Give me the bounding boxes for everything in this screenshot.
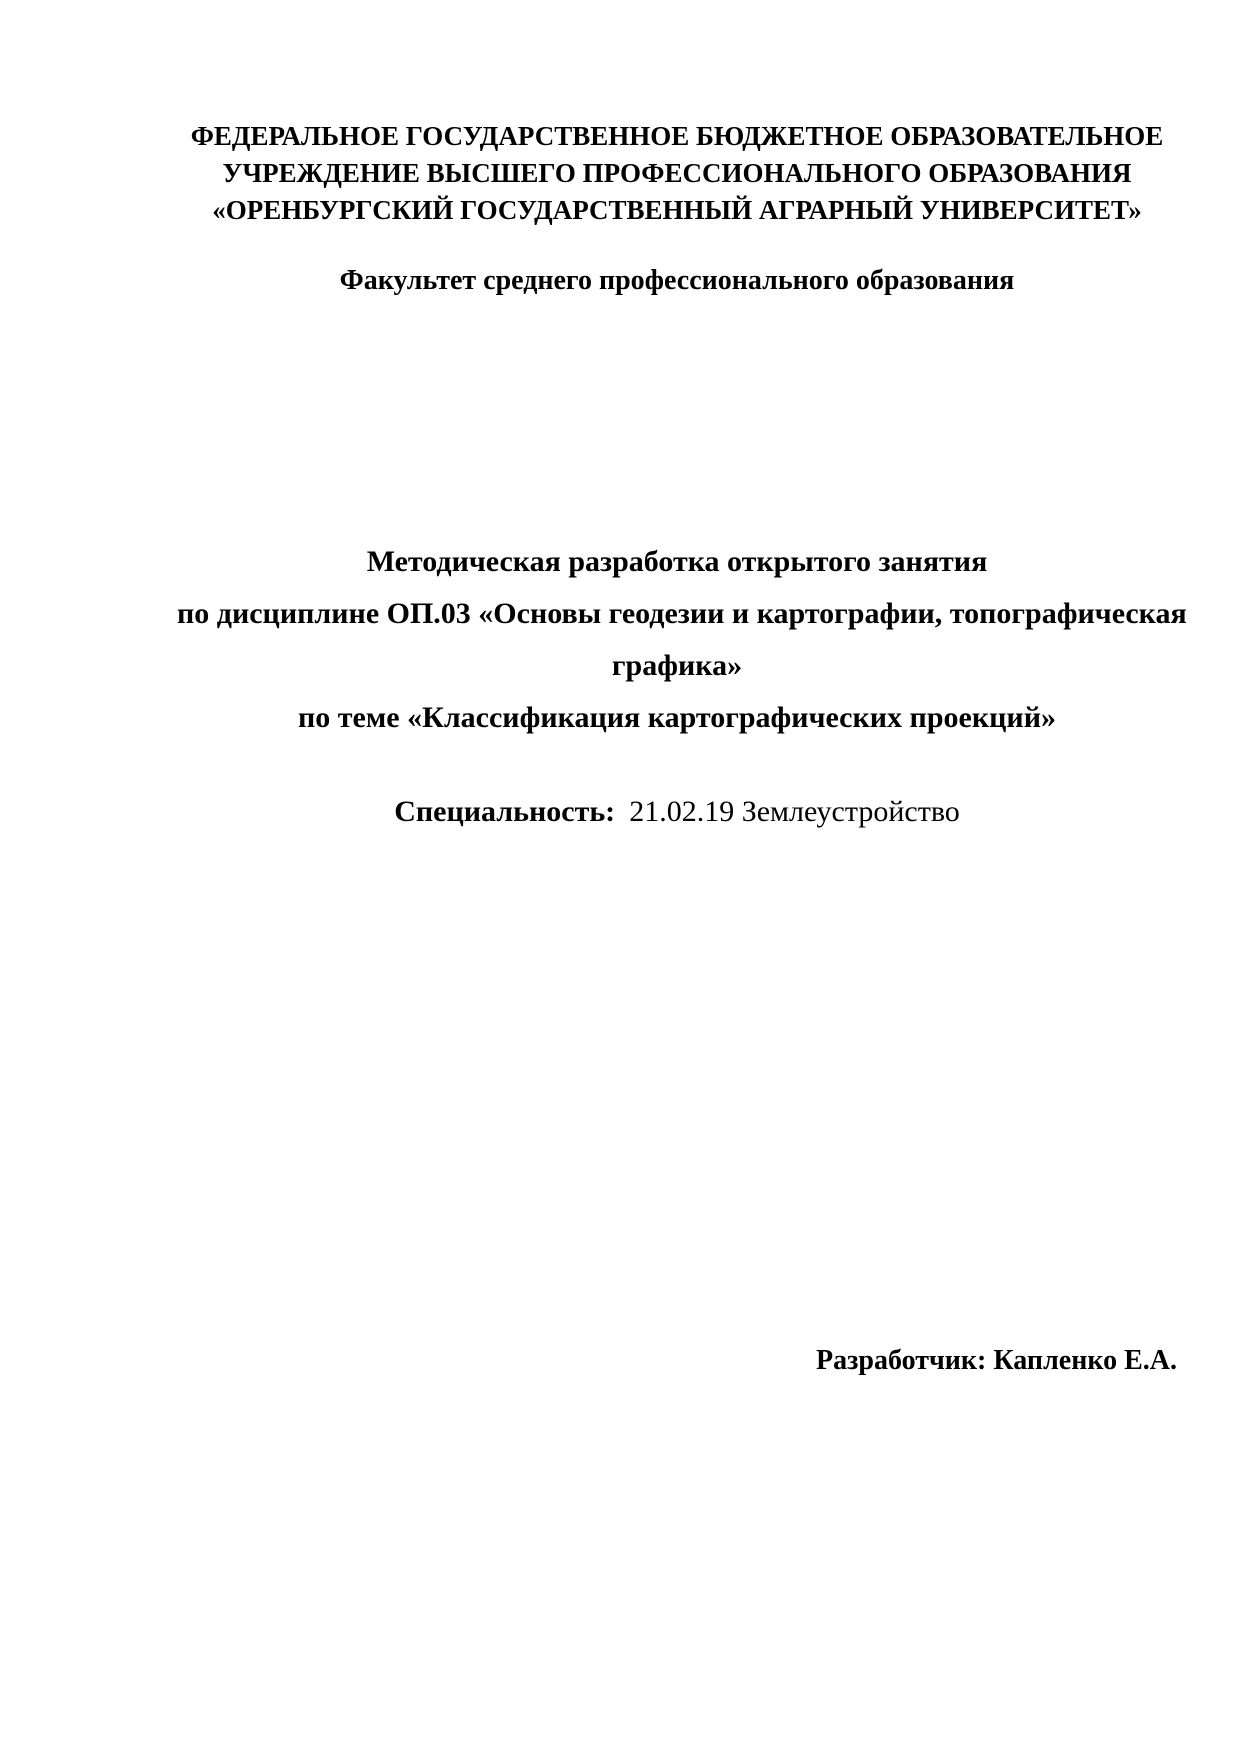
organization-header-line-3: «ОРЕНБУРГСКИЙ ГОСУДАРСТВЕННЫЙ АГРАРНЫЙ УНИВЕРСИТЕТ» <box>212 195 1142 225</box>
document-title-line-2: по дисциплине ОП.03 «Основы геодезии и картографии, топографическая <box>177 597 1187 630</box>
specialty-line <box>177 786 1177 838</box>
developer-line: Разработчик: Капленко Е.А. <box>816 1345 1177 1376</box>
document-title-line-4: по теме «Классификация картографических проекций» <box>298 701 1056 734</box>
organization-header-line-2: УЧРЕЖДЕНИЕ ВЫСШЕГО ПРОФЕССИОНАЛЬНОГО ОБРАЗОВАНИЯ <box>222 158 1132 188</box>
document-title-line-3: графика» <box>611 649 743 682</box>
organization-header <box>177 118 1177 229</box>
document-title <box>177 536 1187 744</box>
organization-header-line-1: ФЕДЕРАЛЬНОЕ ГОСУДАРСТВЕННОЕ БЮДЖЕТНОЕ ОБРАЗОВАТЕЛЬНОЕ <box>190 121 1164 151</box>
faculty-line: Факультет среднего профессионального образования <box>339 265 1015 296</box>
document-title-line-1: Методическая разработка открытого занятия <box>366 545 988 578</box>
specialty-value: 21.02.19 Землеустройство <box>629 795 960 828</box>
specialty-label: Специальность: <box>394 795 616 828</box>
